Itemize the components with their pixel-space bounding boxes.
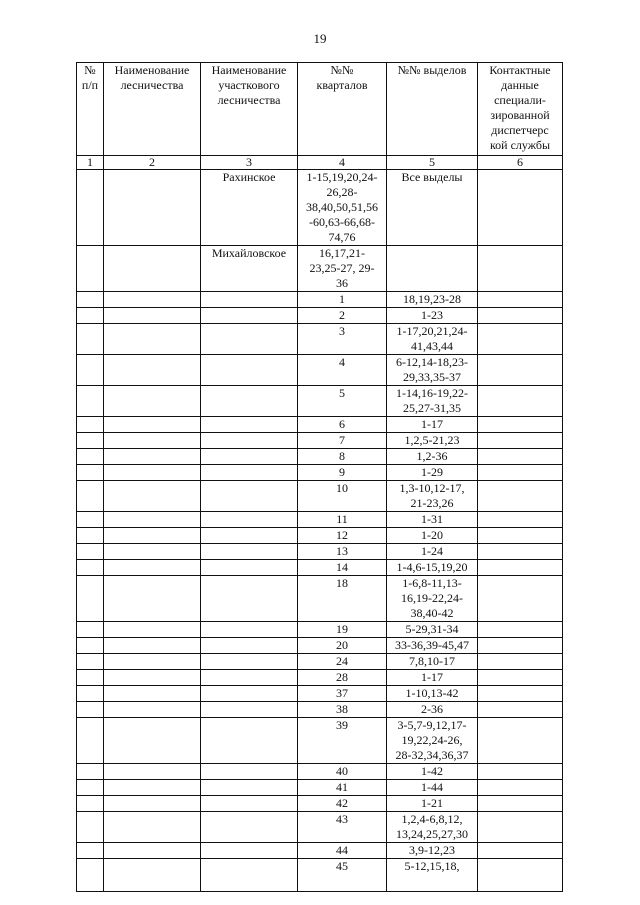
quarter-cell: 4	[298, 355, 387, 386]
plots-cell: 1-42	[387, 764, 478, 780]
column-number: 3	[201, 156, 298, 170]
plots-cell: Все выделы	[387, 170, 478, 246]
row-number-cell	[77, 702, 104, 718]
column-number-row	[77, 156, 563, 170]
header-forestry: Наименование лесничества	[104, 63, 201, 156]
quarter-cell: 6	[298, 417, 387, 433]
plots-cell: 1,3-10,12-17, 21-23,26	[387, 481, 478, 512]
plots-cell: 1-17,20,21,24- 41,43,44	[387, 324, 478, 355]
row-number-cell	[77, 843, 104, 859]
column-number: 2	[104, 156, 201, 170]
forestry-cell	[104, 560, 201, 576]
district-forestry-cell	[201, 859, 298, 892]
district-forestry-cell	[201, 796, 298, 812]
forestry-cell	[104, 622, 201, 638]
plots-cell: 1-6,8-11,13- 16,19-22,24- 38,40-42	[387, 576, 478, 622]
row-number-cell	[77, 638, 104, 654]
table-row	[77, 512, 563, 528]
forestry-cell	[104, 324, 201, 355]
contacts-cell	[478, 324, 563, 355]
row-number-cell	[77, 433, 104, 449]
row-number-cell	[77, 170, 104, 246]
forestry-cell	[104, 308, 201, 324]
table-row	[77, 449, 563, 465]
forestry-cell	[104, 843, 201, 859]
forestry-cell	[104, 796, 201, 812]
quarter-cell: 13	[298, 544, 387, 560]
forestry-cell	[104, 417, 201, 433]
quarter-cell: 19	[298, 622, 387, 638]
table-row	[77, 544, 563, 560]
quarter-cell: 7	[298, 433, 387, 449]
header-row	[77, 63, 563, 156]
header-contacts: Контактные данные специали- зированной диспетчерс кой службы	[478, 63, 563, 156]
row-number-cell	[77, 386, 104, 417]
table-row	[77, 246, 563, 292]
contacts-cell	[478, 718, 563, 764]
district-forestry-cell	[201, 576, 298, 622]
row-number-cell	[77, 812, 104, 843]
row-number-cell	[77, 686, 104, 702]
district-forestry-cell	[201, 449, 298, 465]
row-number-cell	[77, 417, 104, 433]
contacts-cell	[478, 859, 563, 892]
district-forestry-cell	[201, 465, 298, 481]
contacts-cell	[478, 670, 563, 686]
contacts-cell	[478, 170, 563, 246]
contacts-cell	[478, 544, 563, 560]
table-row	[77, 560, 563, 576]
quarter-cell: 40	[298, 764, 387, 780]
column-number: 5	[387, 156, 478, 170]
plots-cell: 1-29	[387, 465, 478, 481]
district-forestry-cell	[201, 622, 298, 638]
plots-cell: 5-12,15,18,	[387, 859, 478, 892]
table-row	[77, 702, 563, 718]
contacts-cell	[478, 528, 563, 544]
row-number-cell	[77, 576, 104, 622]
header-number: № п/п	[77, 63, 104, 156]
column-number: 4	[298, 156, 387, 170]
plots-cell: 1-14,16-19,22- 25,27-31,35	[387, 386, 478, 417]
plots-cell: 1-23	[387, 308, 478, 324]
district-forestry-cell	[201, 560, 298, 576]
forestry-cell	[104, 481, 201, 512]
plots-cell: 1-31	[387, 512, 478, 528]
row-number-cell	[77, 324, 104, 355]
contacts-cell	[478, 417, 563, 433]
plots-cell: 1-17	[387, 417, 478, 433]
table-row	[77, 386, 563, 417]
forestry-cell	[104, 859, 201, 892]
row-number-cell	[77, 622, 104, 638]
row-number-cell	[77, 292, 104, 308]
quarter-cell: 44	[298, 843, 387, 859]
quarter-cell: 5	[298, 386, 387, 417]
district-forestry-cell	[201, 292, 298, 308]
district-forestry-cell	[201, 686, 298, 702]
table-row	[77, 812, 563, 843]
forestry-cell	[104, 355, 201, 386]
table-row	[77, 292, 563, 308]
table-row	[77, 654, 563, 670]
quarter-cell: 1-15,19,20,24- 26,28- 38,40,50,51,56 -60,63-66,68- 74,76	[298, 170, 387, 246]
plots-cell: 2-36	[387, 702, 478, 718]
quarter-cell: 18	[298, 576, 387, 622]
row-number-cell	[77, 449, 104, 465]
forestry-cell	[104, 686, 201, 702]
forestry-cell	[104, 512, 201, 528]
contacts-cell	[478, 812, 563, 843]
plots-cell: 3,9-12,23	[387, 843, 478, 859]
plots-cell: 3-5,7-9,12,17- 19,22,24-26, 28-32,34,36,37	[387, 718, 478, 764]
row-number-cell	[77, 544, 104, 560]
district-forestry-cell	[201, 638, 298, 654]
plots-cell: 1-24	[387, 544, 478, 560]
table-row	[77, 718, 563, 764]
contacts-cell	[478, 702, 563, 718]
table-row	[77, 433, 563, 449]
quarter-cell: 2	[298, 308, 387, 324]
contacts-cell	[478, 780, 563, 796]
forestry-cell	[104, 812, 201, 843]
quarter-cell: 12	[298, 528, 387, 544]
contacts-cell	[478, 355, 563, 386]
district-forestry-cell	[201, 355, 298, 386]
district-forestry-cell	[201, 386, 298, 417]
forestry-cell	[104, 638, 201, 654]
district-forestry-cell	[201, 654, 298, 670]
quarter-cell: 41	[298, 780, 387, 796]
table-row	[77, 308, 563, 324]
row-number-cell	[77, 355, 104, 386]
header-district-forestry: Наименование участкового лесничества	[201, 63, 298, 156]
contacts-cell	[478, 622, 563, 638]
plots-cell: 5-29,31-34	[387, 622, 478, 638]
quarter-cell: 42	[298, 796, 387, 812]
table-row	[77, 324, 563, 355]
row-number-cell	[77, 246, 104, 292]
contacts-cell	[478, 449, 563, 465]
district-forestry-cell	[201, 481, 298, 512]
forestry-cell	[104, 386, 201, 417]
district-forestry-cell	[201, 433, 298, 449]
contacts-cell	[478, 560, 563, 576]
table-row	[77, 481, 563, 512]
row-number-cell	[77, 764, 104, 780]
table-row	[77, 843, 563, 859]
district-forestry-cell	[201, 308, 298, 324]
contacts-cell	[478, 246, 563, 292]
contacts-cell	[478, 686, 563, 702]
table-row	[77, 528, 563, 544]
table-row	[77, 796, 563, 812]
plots-cell: 6-12,14-18,23- 29,33,35-37	[387, 355, 478, 386]
plots-cell: 1-44	[387, 780, 478, 796]
row-number-cell	[77, 528, 104, 544]
plots-cell: 1,2,4-6,8,12, 13,24,25,27,30	[387, 812, 478, 843]
forestry-cell	[104, 670, 201, 686]
quarter-cell: 39	[298, 718, 387, 764]
table-row	[77, 859, 563, 892]
table-row	[77, 417, 563, 433]
district-forestry-cell	[201, 512, 298, 528]
forestry-cell	[104, 449, 201, 465]
district-forestry-cell	[201, 812, 298, 843]
contacts-cell	[478, 386, 563, 417]
header-quarters: №№ кварталов	[298, 63, 387, 156]
quarter-cell: 10	[298, 481, 387, 512]
forestry-cell	[104, 764, 201, 780]
forestry-cell	[104, 654, 201, 670]
row-number-cell	[77, 481, 104, 512]
district-forestry-cell: Рахинское	[201, 170, 298, 246]
row-number-cell	[77, 780, 104, 796]
row-number-cell	[77, 670, 104, 686]
column-number: 1	[77, 156, 104, 170]
forest-plots-table	[76, 62, 563, 892]
plots-cell: 1-21	[387, 796, 478, 812]
forestry-cell	[104, 433, 201, 449]
contacts-cell	[478, 764, 563, 780]
district-forestry-cell	[201, 780, 298, 796]
table-row	[77, 355, 563, 386]
plots-cell: 1,2-36	[387, 449, 478, 465]
table-row	[77, 638, 563, 654]
district-forestry-cell	[201, 670, 298, 686]
quarter-cell: 38	[298, 702, 387, 718]
quarter-cell: 8	[298, 449, 387, 465]
table-row	[77, 686, 563, 702]
forestry-cell	[104, 465, 201, 481]
forestry-cell	[104, 718, 201, 764]
quarter-cell: 24	[298, 654, 387, 670]
forestry-cell	[104, 528, 201, 544]
table-row	[77, 622, 563, 638]
plots-cell: 1-4,6-15,19,20	[387, 560, 478, 576]
contacts-cell	[478, 481, 563, 512]
contacts-cell	[478, 638, 563, 654]
quarter-cell: 20	[298, 638, 387, 654]
quarter-cell: 37	[298, 686, 387, 702]
table-row	[77, 465, 563, 481]
header-plots: №№ выделов	[387, 63, 478, 156]
plots-cell: 33-36,39-45,47	[387, 638, 478, 654]
contacts-cell	[478, 292, 563, 308]
district-forestry-cell	[201, 702, 298, 718]
district-forestry-cell	[201, 718, 298, 764]
quarter-cell: 28	[298, 670, 387, 686]
quarter-cell: 14	[298, 560, 387, 576]
forestry-cell	[104, 170, 201, 246]
table-row	[77, 780, 563, 796]
district-forestry-cell: Михайловское	[201, 246, 298, 292]
forestry-cell	[104, 246, 201, 292]
table-row	[77, 576, 563, 622]
forestry-cell	[104, 702, 201, 718]
row-number-cell	[77, 308, 104, 324]
row-number-cell	[77, 859, 104, 892]
quarter-cell: 3	[298, 324, 387, 355]
contacts-cell	[478, 308, 563, 324]
district-forestry-cell	[201, 324, 298, 355]
table-row	[77, 170, 563, 246]
row-number-cell	[77, 465, 104, 481]
row-number-cell	[77, 560, 104, 576]
plots-cell: 7,8,10-17	[387, 654, 478, 670]
row-number-cell	[77, 654, 104, 670]
forestry-cell	[104, 576, 201, 622]
forestry-cell	[104, 544, 201, 560]
plots-cell: 1-10,13-42	[387, 686, 478, 702]
plots-cell: 1,2,5-21,23	[387, 433, 478, 449]
district-forestry-cell	[201, 544, 298, 560]
district-forestry-cell	[201, 528, 298, 544]
page-number: 19	[313, 31, 327, 46]
plots-cell: 1-20	[387, 528, 478, 544]
quarter-cell: 1	[298, 292, 387, 308]
district-forestry-cell	[201, 417, 298, 433]
column-number: 6	[478, 156, 563, 170]
forestry-cell	[104, 780, 201, 796]
contacts-cell	[478, 433, 563, 449]
table-row	[77, 670, 563, 686]
contacts-cell	[478, 654, 563, 670]
contacts-cell	[478, 796, 563, 812]
district-forestry-cell	[201, 843, 298, 859]
forestry-cell	[104, 292, 201, 308]
quarter-cell: 11	[298, 512, 387, 528]
plots-cell: 18,19,23-28	[387, 292, 478, 308]
row-number-cell	[77, 512, 104, 528]
table-row	[77, 764, 563, 780]
plots-cell: 1-17	[387, 670, 478, 686]
row-number-cell	[77, 718, 104, 764]
contacts-cell	[478, 512, 563, 528]
contacts-cell	[478, 576, 563, 622]
quarter-cell: 45	[298, 859, 387, 892]
contacts-cell	[478, 465, 563, 481]
district-forestry-cell	[201, 764, 298, 780]
quarter-cell: 16,17,21- 23,25-27, 29- 36	[298, 246, 387, 292]
row-number-cell	[77, 796, 104, 812]
quarter-cell: 9	[298, 465, 387, 481]
quarter-cell: 43	[298, 812, 387, 843]
plots-cell	[387, 246, 478, 292]
contacts-cell	[478, 843, 563, 859]
